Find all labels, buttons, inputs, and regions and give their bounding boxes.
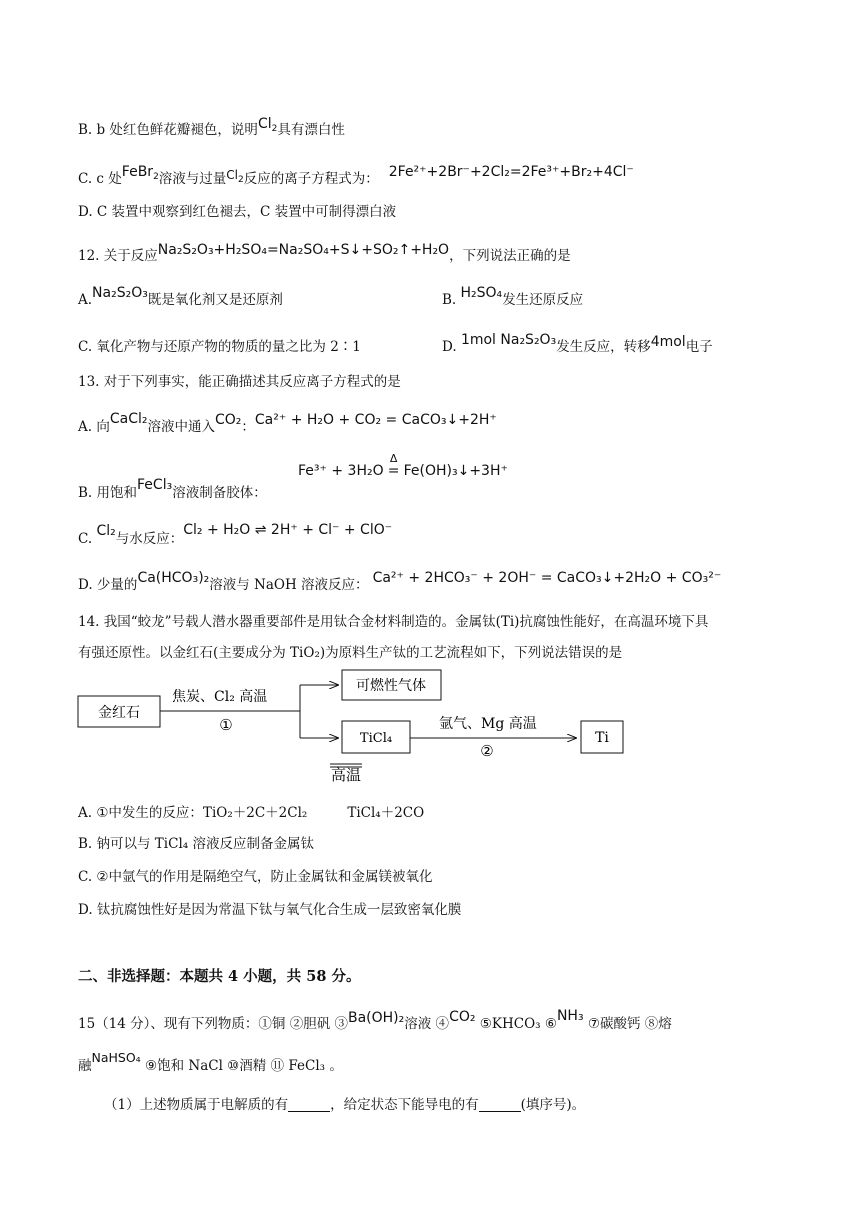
q13-b-eq-left: Fe³⁺ + 3H₂O: [298, 463, 384, 479]
q12-a-formula: Na₂S₂O₃: [92, 285, 148, 301]
q12-d-formula2: 4mol: [650, 334, 686, 350]
q12-option-a: [78, 285, 283, 309]
q15-formula-nh3: NH₃: [556, 1008, 584, 1024]
stray-label-high-temp: 高温: [330, 766, 362, 784]
q11-b-text: B. b 处红色鲜花瓣褪色，说明: [78, 122, 258, 138]
q14-option-c: C. ②中氩气的作用是隔绝空气，防止金属钛和金属镁被氧化: [78, 869, 433, 885]
q11-c-formula1: FeBr$_2$: [121, 164, 159, 182]
q15-formula-baoh2: Ba(OH)₂: [347, 1010, 405, 1026]
q13-d-formula1: Ca(HCO₃)₂: [137, 570, 210, 586]
q12-d-tail: 电子: [685, 339, 713, 355]
q14-a-right: TiCl₄＋2CO: [347, 805, 425, 821]
q13-d-equation: Ca²⁺ + 2HCO₃⁻ + 2OH⁻ = CaCO₃↓+2H₂O + CO₃²⁻: [372, 570, 722, 586]
q12-d-label: D.: [442, 339, 457, 355]
step2-number: ②: [480, 742, 494, 760]
q13-b-formula1: FeCl₃: [137, 477, 173, 493]
step1-reagents: 焦炭、Cl₂ 高温: [172, 689, 268, 705]
q13-c-formula1: Cl₂: [96, 523, 116, 539]
answer-blank-conductors[interactable]: [479, 1097, 521, 1112]
q11-option-b: [78, 116, 345, 144]
q12-option-b: [442, 285, 584, 309]
q13-b-eq-right: Fe(OH)₃↓+3H⁺: [403, 463, 508, 479]
q13-option-a: [78, 411, 497, 436]
q14-a-left: A. ①中发生的反应：TiO₂＋2C＋2Cl₂: [78, 805, 308, 821]
q12-b-text: 发生还原反应: [502, 292, 584, 308]
q13-a-formula1: CaCl₂: [109, 411, 148, 427]
q14-flow-diagram: [70, 664, 670, 789]
q11-c-prefix: C. c 处: [78, 171, 122, 187]
q11-c-mid2: 反应的离子方程式为：: [243, 171, 379, 187]
node-ticl4-label: TiCl₄: [359, 731, 393, 746]
q15-line1-c: ⑤KHCO₃ ⑥: [475, 1016, 557, 1032]
q15-line1-d: ⑦碳酸钙 ⑧熔: [583, 1016, 672, 1032]
node-combustible-gas-label: 可燃性气体: [356, 678, 426, 694]
q13-option-b: [78, 477, 267, 502]
section2-heading: 二、非选择题：本题共 4 小题，共 58 分。: [78, 968, 361, 985]
node-ti-label: Ti: [595, 730, 609, 746]
q15-line1-a: 15（14 分）、现有下列物质：①铜 ②胆矾 ③: [78, 1016, 348, 1032]
q12-d-mid: 发生反应，转移: [556, 339, 651, 355]
q11-b-tail: 具有漂白性: [277, 122, 345, 138]
q13-c-mid: 与水反应：: [115, 531, 184, 547]
step2-reagents: 氩气、Mg 高温: [439, 716, 537, 732]
q13-b-heat-sign: Δ =: [387, 452, 400, 479]
q12-stem: [78, 242, 571, 265]
node-rutile-label: 金红石: [98, 705, 140, 721]
q12-stem-prefix: 12. 关于反应: [78, 248, 158, 264]
q13-a-colon: ：: [241, 419, 255, 435]
q13-option-c: [78, 522, 393, 548]
q14-option-a: [78, 804, 424, 822]
q13-c-equation: Cl₂ + H₂O ⇌ 2H⁺ + Cl⁻ + ClO⁻: [183, 522, 393, 538]
q13-c-prefix: C.: [78, 531, 93, 547]
q15-formula-co2: CO₂: [449, 1009, 476, 1025]
q11-option-d: D. C 装置中观察到红色褪去，C 装置中可制得漂白液: [78, 204, 397, 220]
q15-line2: [78, 1050, 343, 1075]
q11-c-mid1: 溶液与过量: [158, 171, 227, 187]
q15-sub1-c: (填序号)。: [520, 1097, 586, 1113]
q12-b-formula: H₂SO₄: [460, 285, 503, 301]
step1-number: ①: [219, 716, 233, 734]
q13-d-mid: 溶液与 NaOH 溶液反应：: [209, 577, 369, 593]
q13-stem: 13. 对于下列事实，能正确描述其反应离子方程式的是: [78, 374, 401, 390]
q15-sub1: [104, 1096, 585, 1114]
q13-option-d: [78, 570, 722, 594]
q15-line2-b: ⑨饱和 NaCl ⑩酒精 ⑪ FeCl₃ 。: [140, 1058, 343, 1074]
q13-a-mid: 溶液中通入: [147, 419, 215, 435]
q15-sub1-a: （1）上述物质属于电解质的有: [104, 1097, 289, 1113]
q13-a-prefix: A. 向: [78, 419, 110, 435]
q12-option-c: C. 氧化产物与还原产物的物质的量之比为 2∶1: [78, 339, 361, 355]
q13-b-equation: [298, 452, 508, 480]
q11-option-c: [78, 164, 634, 193]
q12-equation: Na₂S₂O₃+H₂SO₄=Na₂SO₄+S↓+SO₂↑+H₂O: [157, 242, 450, 258]
q15-line1: [78, 1008, 672, 1033]
q12-a-label: A.: [78, 292, 93, 308]
q15-line1-b: 溶液 ④: [404, 1016, 450, 1032]
q14-option-b: B. 钠可以与 TiCl₄ 溶液反应制备金属钛: [78, 836, 314, 852]
q11-b-formula: $Cl_2$: [257, 116, 278, 134]
q12-b-label: B.: [442, 292, 457, 308]
answer-blank-electrolytes[interactable]: [288, 1097, 330, 1112]
q15-formula-nahso4: NaHSO₄: [91, 1050, 141, 1065]
q14-option-d: D. 钛抗腐蚀性好是因为常温下钛与氧气化合生成一层致密氧化膜: [78, 902, 462, 918]
q12-d-formula1: 1mol Na₂S₂O₃: [460, 332, 557, 348]
q11-c-equation: 2Fe²⁺+2Br⁻+2Cl₂=2Fe³⁺+Br₂+4Cl⁻: [388, 164, 634, 180]
q14-stem-line1: 14. 我国“蛟龙”号载人潜水器重要部件是用钛合金材料制造的。金属钛(Ti)抗腐蚀性能好，在高温环境下具: [78, 614, 709, 630]
q13-b-mid: 溶液制备胶体：: [172, 485, 267, 501]
q11-c-formula2: $Cl_2$: [226, 168, 244, 185]
q13-b-prefix: B. 用饱和: [78, 485, 138, 501]
q13-d-prefix: D. 少量的: [78, 577, 138, 593]
q14-stem-line2: 有强还原性。以金红石(主要成分为 TiO₂)为原料生产钛的工艺流程如下，下列说法错误的是: [78, 645, 623, 661]
q15-line2-a: 融: [78, 1058, 92, 1074]
q12-option-d: [442, 332, 713, 356]
q13-a-formula2: CO₂: [214, 412, 242, 428]
q13-a-equation: Ca²⁺ + H₂O + CO₂ = CaCO₃↓+2H⁺: [254, 412, 497, 428]
q15-sub1-b: ，给定状态下能导电的有: [330, 1097, 479, 1113]
q12-a-text: 既是氧化剂又是还原剂: [147, 292, 283, 308]
q12-stem-suffix: ，下列说法正确的是: [449, 248, 571, 264]
